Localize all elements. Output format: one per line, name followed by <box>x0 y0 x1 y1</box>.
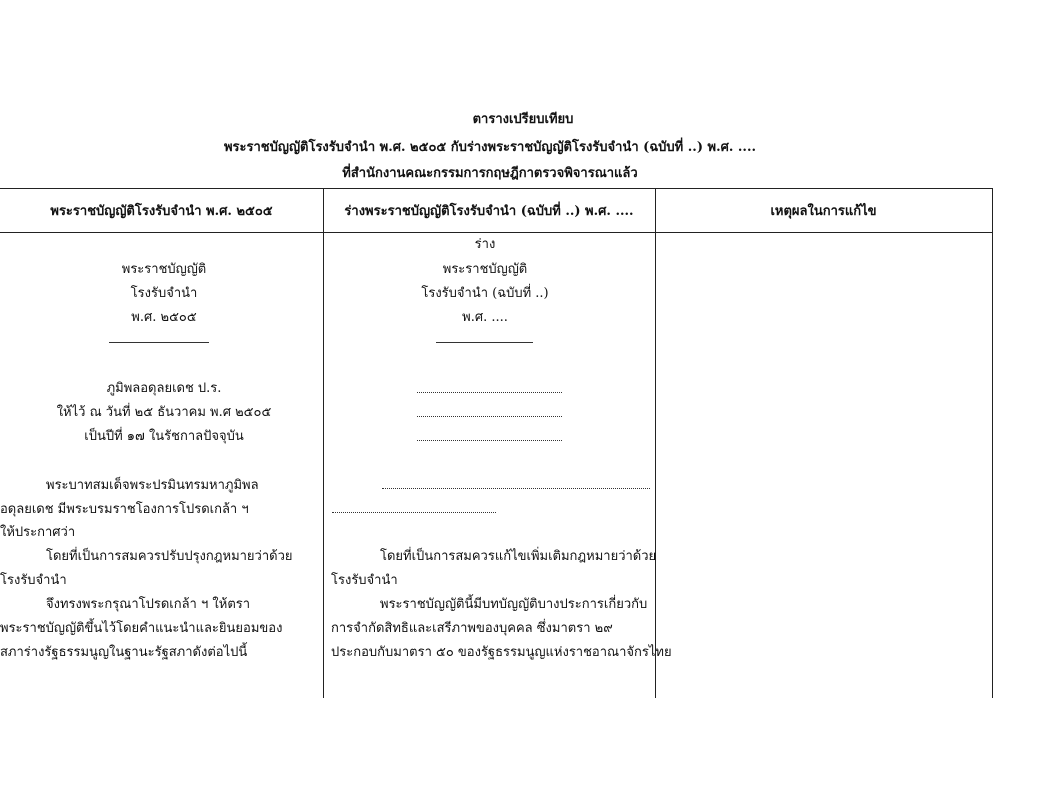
col1-act-label: พระราชบัญญัติ <box>121 262 207 277</box>
col1-preamble-line: อดุลยเดช มีพระบรมราชโองการโปรดเกล้า ฯ <box>0 502 249 517</box>
table-col-divider-1 <box>323 188 324 698</box>
col2-king-placeholder <box>417 392 562 393</box>
col2-act-year: พ.ศ. .... <box>462 310 508 325</box>
col1-preamble-line: ให้ประกาศว่า <box>0 525 76 540</box>
col2-act-name: โรงรับจำนำ (ฉบับที่ ..) <box>421 286 549 301</box>
col1-preamble-line: จึงทรงพระกรุณาโปรดเกล้า ฯ ให้ตรา <box>46 597 251 612</box>
col1-preamble-line: สภาร่างรัฐธรรมนูญในฐานะรัฐสภาดังต่อไปนี้ <box>0 645 248 660</box>
table-header-reason: เหตุผลในการแก้ไข <box>770 204 877 219</box>
col1-preamble-line: โดยที่เป็นการสมควรปรับปรุงกฎหมายว่าด้วย <box>46 549 293 564</box>
col2-preamble-line: การจำกัดสิทธิและเสรีภาพของบุคคล ซึ่งมาตรา ๒๙ <box>331 621 613 636</box>
col2-draft-label: ร่าง <box>474 237 496 252</box>
col1-preamble-line: พระราชบัญญัติขึ้นไว้โดยคำแนะนำและยินยอมของ <box>0 621 283 636</box>
col2-title-underline <box>436 342 533 343</box>
col1-preamble-line: โรงรับจำนำ <box>0 573 67 588</box>
table-right-border <box>992 188 993 698</box>
document-title-line1: ตารางเปรียบเทียบ <box>472 112 574 127</box>
table-header-draft-act: ร่างพระราชบัญญัติโรงรับจำนำ (ฉบับที่ ..) พ.ศ. .... <box>344 204 634 219</box>
document-title-line3: ที่สำนักงานคณะกรรมการกฤษฎีกาตรวจพิจารณาแล้ว <box>342 166 638 181</box>
table-header-current-act: พระราชบัญญัติโรงรับจำนำ พ.ศ. ๒๕๐๕ <box>50 204 273 219</box>
col2-act-label: พระราชบัญญัติ <box>442 262 528 277</box>
col1-king-name: ภูมิพลอดุลยเดช ป.ร. <box>106 381 222 396</box>
col2-preamble-placeholder-2 <box>332 512 496 513</box>
document-title-line2: พระราชบัญญัติโรงรับจำนำ พ.ศ. ๒๕๐๕ กับร่างพระราชบัญญัติโรงรับจำนำ (ฉบับที่ ..) พ.ศ. .... <box>223 140 757 155</box>
col2-date-placeholder <box>417 416 562 417</box>
col2-reign-placeholder <box>417 440 562 441</box>
col1-act-year: พ.ศ. ๒๕๐๕ <box>131 310 197 325</box>
table-top-border <box>0 188 993 189</box>
col1-act-name: โรงรับจำนำ <box>130 286 198 301</box>
col2-preamble-line: โดยที่เป็นการสมควรแก้ไขเพิ่มเติมกฎหมายว่าด้วย <box>380 549 657 564</box>
column-reason <box>656 233 992 698</box>
col2-preamble-line: พระราชบัญญัตินี้มีบทบัญญัติบางประการเกี่ยวกับ <box>380 597 648 612</box>
col1-preamble-line: พระบาทสมเด็จพระปรมินทรมหาภูมิพล <box>46 478 259 493</box>
col1-reign-year: เป็นปีที่ ๑๗ ในรัชกาลปัจจุบัน <box>84 429 244 444</box>
col2-preamble-line: ประกอบกับมาตรา ๕๐ ของรัฐธรรมนูญแห่งราชอาณาจักรไทย <box>331 645 672 660</box>
col2-preamble-line: โรงรับจำนำ <box>331 573 398 588</box>
col1-title-underline <box>109 342 209 343</box>
col1-given-date: ให้ไว้ ณ วันที่ ๒๕ ธันวาคม พ.ศ ๒๕๐๕ <box>56 405 272 420</box>
col2-preamble-placeholder-1 <box>382 488 650 489</box>
